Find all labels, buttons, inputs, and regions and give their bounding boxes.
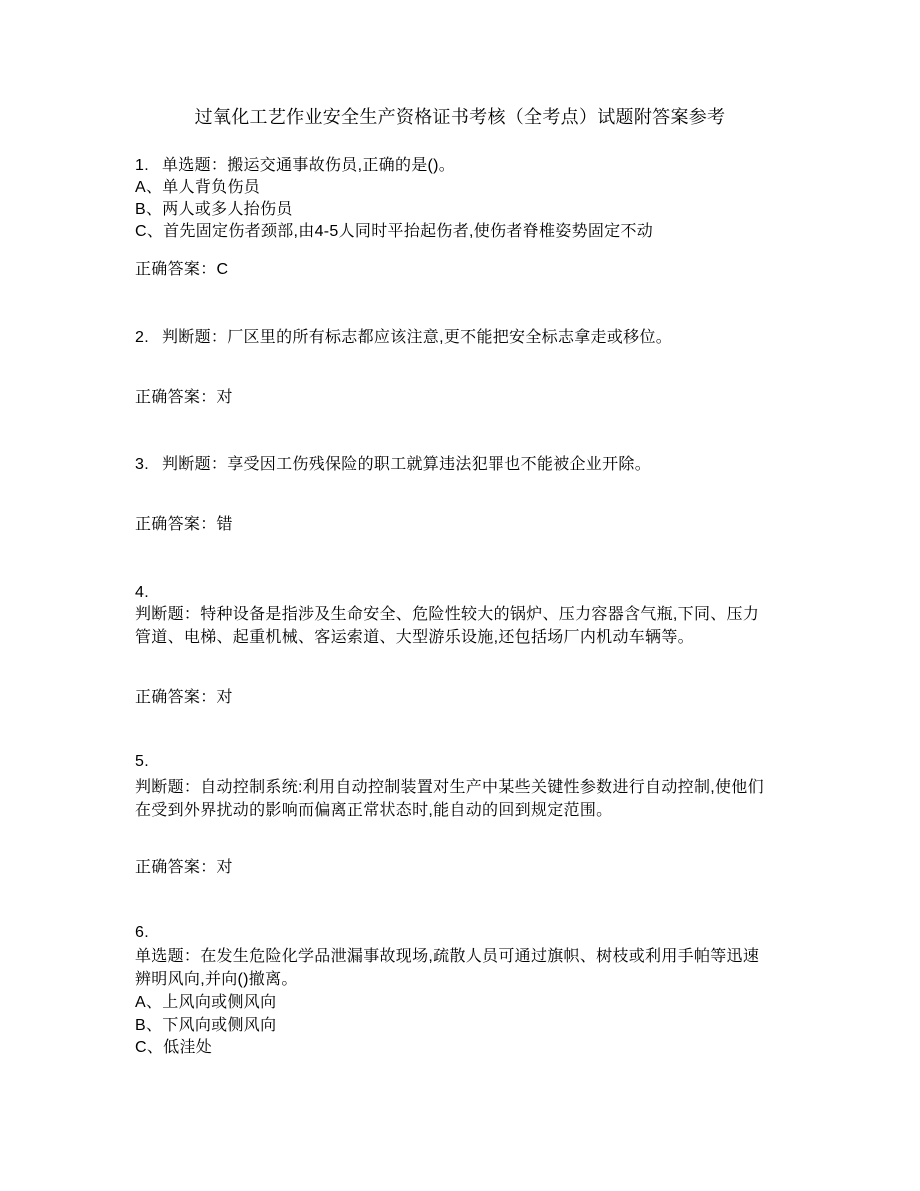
question-6-text-line-1: 单选题：在发生危险化学品泄漏事故现场,疏散人员可通过旗帜、树枝或利用手帕等迅速: [135, 948, 760, 965]
answer-label: 正确答案：: [135, 261, 217, 278]
answer-value: C: [216, 261, 229, 278]
question-3-number: 3.: [135, 456, 149, 473]
question-3-text: 判断题：享受因工伤残保险的职工就算违法犯罪也不能被企业开除。: [162, 456, 652, 473]
question-3-answer: [135, 514, 233, 536]
question-4-answer: [135, 687, 233, 709]
question-5-answer: [135, 857, 233, 879]
question-6-option-b: B、下风向或侧风向: [135, 1017, 277, 1034]
answer-label: 正确答案：: [135, 689, 217, 706]
answer-value: 对: [216, 389, 233, 406]
question-6-option-c: C、低洼处: [135, 1039, 213, 1056]
answer-label: 正确答案：: [135, 389, 217, 406]
answer-label: 正确答案：: [135, 516, 217, 533]
question-5-number: 5.: [135, 753, 149, 770]
question-4-text-line-1: 判断题：特种设备是指涉及生命安全、危险性较大的锅炉、压力容器含气瓶,下同、压力: [135, 606, 760, 623]
question-6-option-a: A、上风向或侧风向: [135, 994, 277, 1011]
question-6-number: 6.: [135, 924, 149, 941]
question-1-number: 1.: [135, 157, 149, 174]
question-1-text: 单选题：搬运交通事故伤员,正确的是()。: [162, 157, 456, 174]
question-6-text-line-2: 辨明风向,并向()撤离。: [135, 971, 298, 988]
question-2-header: [135, 327, 672, 349]
question-5-text-line-1: 判断题：自动控制系统:利用自动控制装置对生产中某些关键性参数进行自动控制,使他们: [135, 779, 764, 796]
page-title: 过氧化工艺作业安全生产资格证书考核（全考点）试题附答案参考: [194, 107, 726, 127]
answer-value: 错: [216, 516, 233, 533]
answer-value: 对: [216, 859, 233, 876]
question-1-header: [135, 155, 455, 177]
question-1-option-c: C、首先固定伤者颈部,由4-5人同时平抬起伤者,使伤者脊椎姿势固定不动: [135, 223, 654, 240]
answer-label: 正确答案：: [135, 859, 217, 876]
question-3-header: [135, 454, 651, 476]
answer-value: 对: [216, 689, 233, 706]
question-4-text-line-2: 管道、电梯、起重机械、客运索道、大型游乐设施,还包括场厂内机动车辆等。: [135, 629, 694, 646]
question-1-option-a: A、单人背负伤员: [135, 179, 261, 196]
question-4-number: 4.: [135, 584, 149, 601]
question-1-option-b: B、两人或多人抬伤员: [135, 201, 293, 218]
question-2-answer: [135, 387, 233, 409]
question-2-number: 2.: [135, 329, 149, 346]
question-2-text: 判断题：厂区里的所有标志都应该注意,更不能把安全标志拿走或移位。: [162, 329, 673, 346]
question-5-text-line-2: 在受到外界扰动的影响而偏离正常状态时,能自动的回到规定范围。: [135, 802, 613, 819]
question-1-answer: [135, 259, 228, 281]
